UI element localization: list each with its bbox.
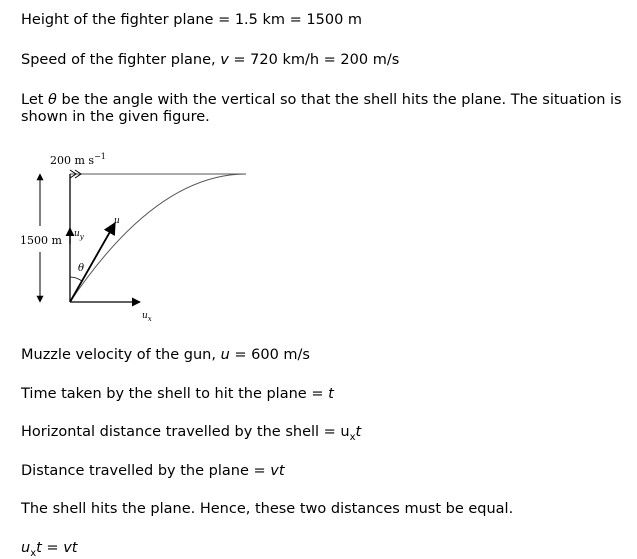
equation-u: u	[21, 540, 31, 556]
time-variable: t	[328, 386, 334, 402]
horizontal-distance-line	[21, 424, 361, 441]
theta-arc	[70, 277, 82, 281]
muzzle-prefix: Muzzle velocity of the gun,	[21, 347, 221, 363]
time-prefix: Time taken by the shell to hit the plane =	[21, 386, 329, 402]
plane-distance-line	[21, 463, 285, 480]
speed-variable: v	[220, 52, 229, 68]
height-text: Height of the fighter plane = 1.5 km = 1500 m	[21, 12, 363, 28]
theta-variable: θ	[48, 92, 57, 108]
angle-paragraph	[21, 92, 633, 126]
speed-label: 200 m $s^{-1}$	[50, 152, 106, 167]
equation-line	[21, 540, 77, 557]
plane-distance-variable: vt	[270, 463, 285, 479]
projectile-figure	[18, 140, 268, 330]
equation-t: t	[36, 540, 42, 556]
equation-equals: =	[41, 540, 64, 556]
height-line	[21, 12, 362, 29]
u-label: u	[114, 216, 120, 226]
horizontal-variable: t	[355, 424, 362, 440]
projectile-diagram	[18, 140, 268, 330]
horizontal-prefix: Horizontal distance travelled by the shell = u	[21, 424, 350, 440]
uy-label: $u_y$	[74, 229, 84, 241]
equation-vt: vt	[63, 540, 78, 556]
speed-suffix: = 720 km/h = 200 m/s	[228, 52, 400, 68]
theta-label: θ	[78, 263, 85, 274]
ux-label: $u_x$	[142, 311, 152, 323]
muzzle-suffix: = 600 m/s	[229, 347, 310, 363]
equation-subscript: x	[30, 547, 37, 559]
time-line	[21, 386, 334, 403]
plane-distance-prefix: Distance travelled by the plane =	[21, 463, 271, 479]
let-prefix: Let	[21, 92, 49, 108]
horizontal-subscript: x	[349, 431, 356, 443]
speed-line	[21, 52, 399, 69]
let-suffix: be the angle with the vertical so that the shell hits the plane. The situation is shown in the given figure.	[21, 92, 622, 125]
conclusion-text: The shell hits the plane. Hence, these two distances must be equal.	[21, 501, 514, 517]
conclusion-line	[21, 501, 513, 518]
speed-prefix: Speed of the fighter plane,	[21, 52, 221, 68]
height-label: 1500 m	[20, 234, 62, 247]
trajectory-curve	[70, 174, 246, 302]
muzzle-variable: u	[220, 347, 230, 363]
muzzle-line	[21, 347, 310, 364]
